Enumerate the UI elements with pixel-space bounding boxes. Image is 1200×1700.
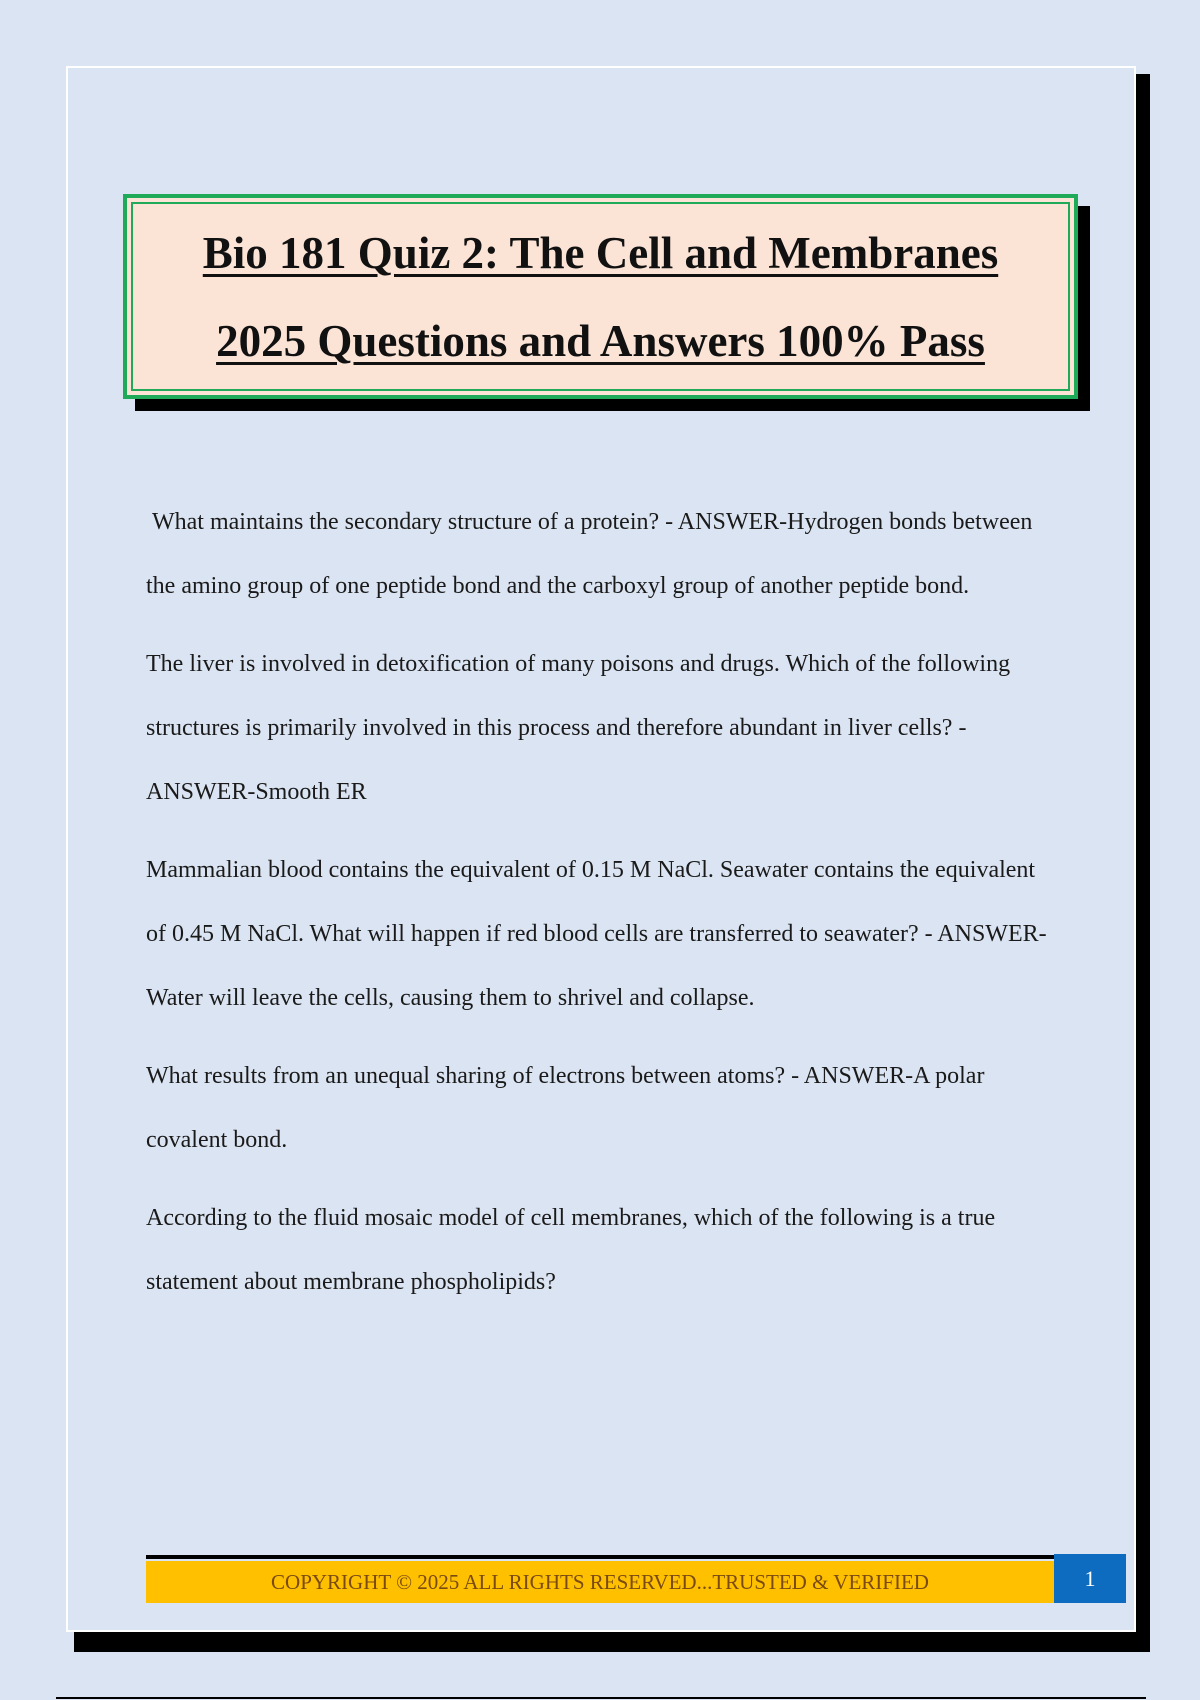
title-box	[123, 194, 1078, 399]
page-number-box	[1054, 1554, 1126, 1603]
qa-content	[146, 490, 1051, 1328]
qa-item: What maintains the secondary structure of a protein? - ANSWER-Hydrogen bonds between the amino group of one peptide bond and the carboxyl group of another peptide bond.	[146, 509, 1039, 599]
qa-item: The liver is involved in detoxification of many poisons and drugs. Which of the following structures is primarily involved in this process and therefore abundant in liver cells? - ANSWER-Smooth ER	[146, 651, 1011, 805]
footer-rule	[146, 1555, 1056, 1559]
bottom-rule	[56, 1697, 1146, 1699]
page-number: 1	[1084, 1565, 1096, 1591]
qa-item: What results from an unequal sharing of electrons between atoms? - ANSWER-A polar covalent bond.	[146, 1063, 985, 1153]
footer-copyright-bar	[146, 1561, 1054, 1603]
title-line-1: Bio 181 Quiz 2: The Cell and Membranes	[202, 227, 999, 278]
title-line-2: 2025 Questions and Answers 100% Pass	[216, 315, 985, 366]
qa-item: Mammalian blood contains the equivalent of 0.15 M NaCl. Seawater contains the equivalent of 0.45 M NaCl. What will happen if red blood cells are transferred to seawater? - ANSWER-Water will leave the cells, causing them to shrivel and collapse.	[146, 857, 1047, 1011]
footer-copyright-text: COPYRIGHT © 2025 ALL RIGHTS RESERVED...TRUSTED & VERIFIED	[271, 1569, 929, 1594]
qa-item: According to the fluid mosaic model of cell membranes, which of the following is a true statement about membrane phospholipids?	[146, 1205, 996, 1295]
